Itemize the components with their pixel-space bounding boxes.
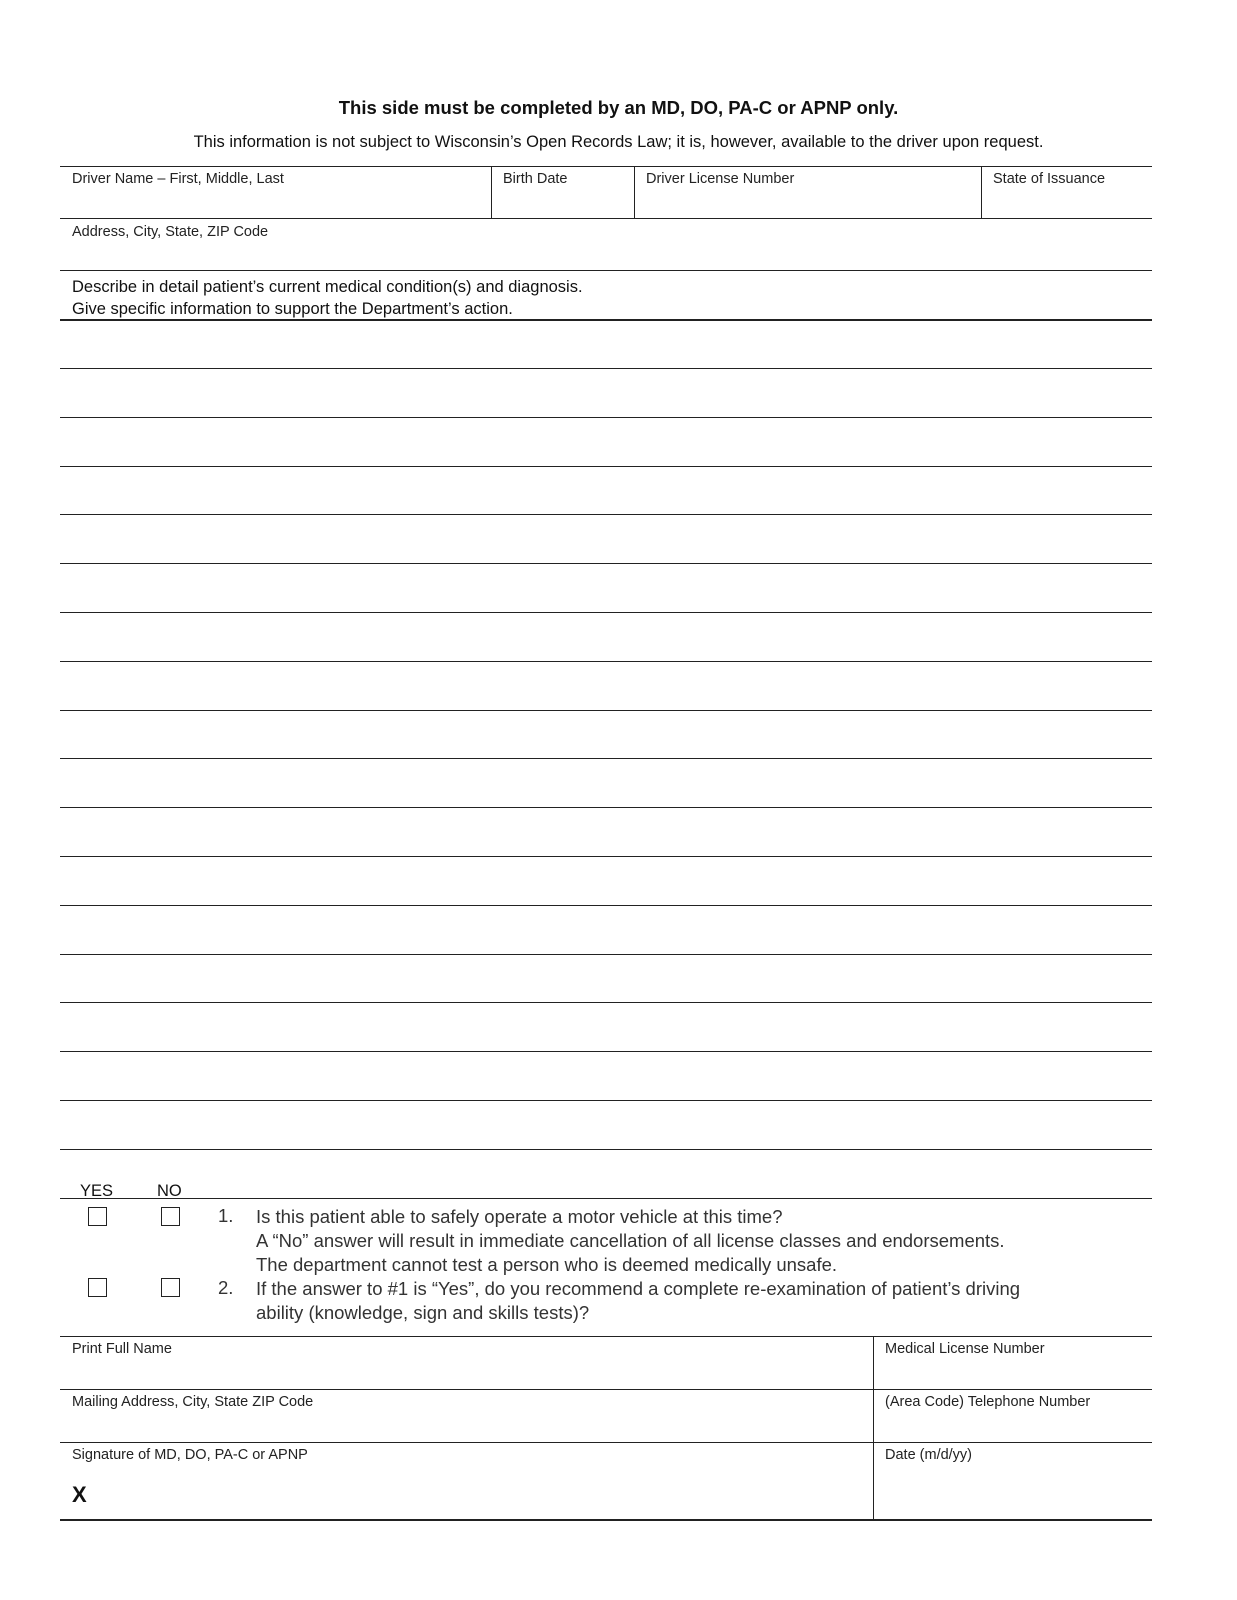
- medical-write-line[interactable]: [60, 614, 1152, 662]
- question-1-text: [256, 1205, 1005, 1277]
- form-subtitle: This information is not subject to Wisconsin’s Open Records Law; it is, however, available to the driver upon request.: [193, 133, 1044, 151]
- yes-column-header: YES: [80, 1182, 114, 1200]
- medical-write-line[interactable]: [60, 467, 1152, 515]
- question-2-line: If the answer to #1 is “Yes”, do you recommend a complete re-examination of patient’s driving: [256, 1278, 1021, 1299]
- driver-name-field[interactable]: [62, 167, 489, 218]
- question-1-line: The department cannot test a person who is deemed medically unsafe.: [256, 1254, 838, 1275]
- medical-instructions-line-1: Describe in detail patient’s current medical condition(s) and diagnosis.: [72, 278, 583, 296]
- practitioner-table-bottom-border: [60, 1519, 1152, 1521]
- medical-write-line[interactable]: [60, 565, 1152, 613]
- medical-write-line[interactable]: [60, 1102, 1152, 1150]
- practitioner-table-divider: [873, 1336, 874, 1519]
- date-field[interactable]: [875, 1443, 1150, 1518]
- telephone-number-field[interactable]: [875, 1390, 1150, 1441]
- signature-x-mark: X: [72, 1482, 87, 1507]
- medical-write-line[interactable]: [60, 1053, 1152, 1101]
- medical-write-line[interactable]: [60, 663, 1152, 711]
- telephone-number-label: (Area Code) Telephone Number: [885, 1394, 1091, 1410]
- driver-address-label: Address, City, State, ZIP Code: [72, 224, 269, 240]
- medical-write-line[interactable]: [60, 516, 1152, 564]
- question-1-line: A “No” answer will result in immediate cancellation of all license classes and endorsements.: [256, 1230, 1005, 1251]
- print-full-name-label: Print Full Name: [72, 1341, 172, 1357]
- signature-label: Signature of MD, DO, PA-C or APNP: [72, 1447, 308, 1463]
- question-1-line: Is this patient able to safely operate a motor vehicle at this time?: [256, 1206, 783, 1227]
- medical-write-line[interactable]: [60, 711, 1152, 759]
- state-of-issuance-label: State of Issuance: [993, 171, 1106, 187]
- form-title: This side must be completed by an MD, DO, PA-C or APNP only.: [338, 97, 899, 118]
- question-2-yes-checkbox[interactable]: [88, 1278, 107, 1297]
- driver-table-row-divider: [60, 218, 1152, 219]
- question-1-number: 1.: [218, 1205, 234, 1226]
- medical-write-line[interactable]: [60, 907, 1152, 955]
- signature-field[interactable]: [62, 1443, 871, 1518]
- medical-license-number-label: Medical License Number: [885, 1341, 1045, 1357]
- state-of-issuance-field[interactable]: [983, 167, 1150, 218]
- birth-date-field[interactable]: [493, 167, 632, 218]
- medical-write-line[interactable]: [60, 1151, 1152, 1199]
- mailing-address-field[interactable]: [62, 1390, 871, 1441]
- driver-address-field[interactable]: [62, 220, 1150, 270]
- print-full-name-field[interactable]: [62, 1337, 871, 1388]
- medical-write-line[interactable]: [60, 858, 1152, 906]
- driver-name-label: Driver Name – First, Middle, Last: [72, 171, 284, 187]
- question-2-number: 2.: [218, 1277, 234, 1298]
- mailing-address-label: Mailing Address, City, State ZIP Code: [72, 1394, 314, 1410]
- question-2-text: [256, 1277, 1020, 1325]
- medical-write-line[interactable]: [60, 419, 1152, 467]
- question-1-yes-checkbox[interactable]: [88, 1207, 107, 1226]
- medical-instructions: [72, 276, 583, 320]
- driver-license-number-label: Driver License Number: [646, 171, 795, 187]
- medical-write-line[interactable]: [60, 760, 1152, 808]
- medical-write-line[interactable]: [60, 809, 1152, 857]
- driver-license-number-field[interactable]: [636, 167, 979, 218]
- driver-table-bottom-border: [60, 270, 1152, 271]
- date-label: Date (m/d/yy): [885, 1447, 973, 1463]
- driver-table-divider-3: [981, 166, 982, 219]
- medical-license-number-field[interactable]: [875, 1337, 1150, 1388]
- medical-write-line[interactable]: [60, 321, 1152, 369]
- question-2-line: ability (knowledge, sign and skills tests)?: [256, 1302, 590, 1323]
- medical-write-line[interactable]: [60, 370, 1152, 418]
- question-2-no-checkbox[interactable]: [161, 1278, 180, 1297]
- medical-write-line[interactable]: [60, 955, 1152, 1003]
- birth-date-label: Birth Date: [503, 171, 568, 187]
- driver-table-divider-1: [491, 166, 492, 219]
- no-column-header: NO: [157, 1182, 182, 1200]
- medical-write-line[interactable]: [60, 1004, 1152, 1052]
- medical-instructions-line-2: Give specific information to support the Department’s action.: [72, 300, 513, 318]
- driver-table-divider-2: [634, 166, 635, 219]
- question-1-no-checkbox[interactable]: [161, 1207, 180, 1226]
